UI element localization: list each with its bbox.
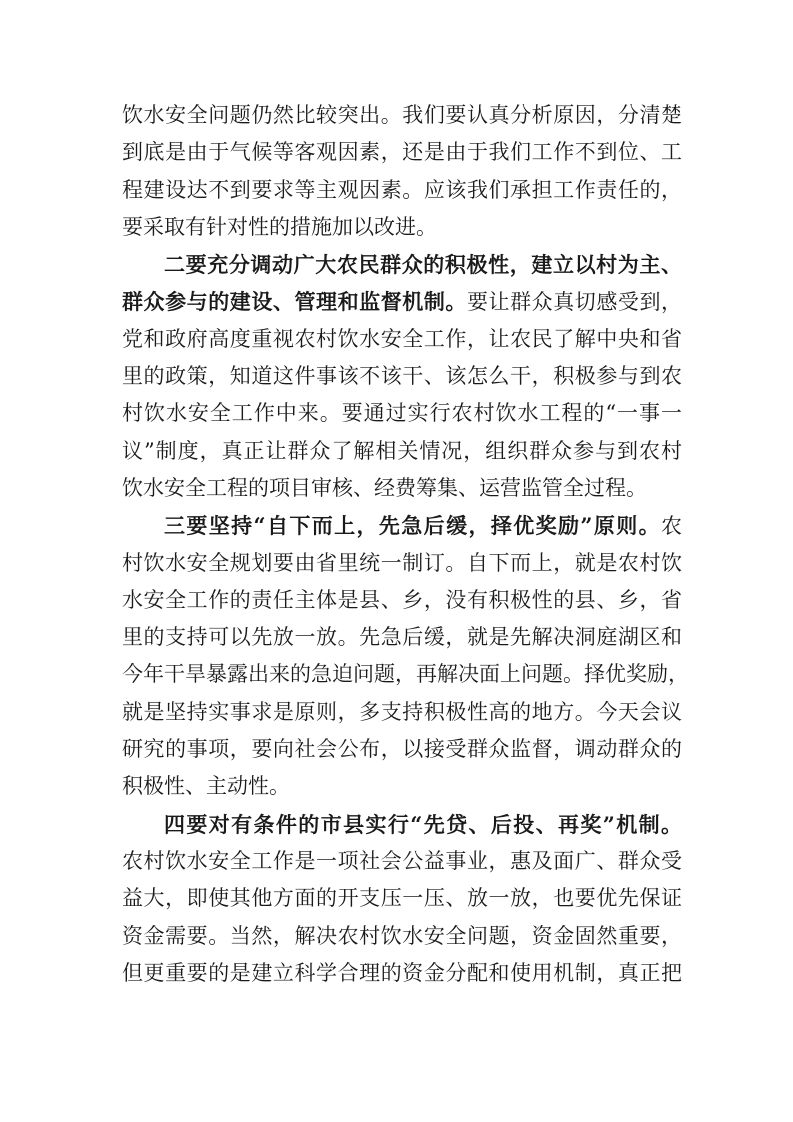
- paragraph-line: [122, 507, 682, 544]
- document-body: [122, 97, 689, 992]
- paragraph-line: 要采取有针对性的措施加以改进。: [122, 214, 437, 239]
- paragraph-line: 到底是由于气候等客观因素，还是由于我们工作不到位、工: [122, 140, 682, 165]
- paragraph-text: 要让群众真切感受到，: [466, 290, 683, 315]
- paragraph-line: 议”制度，真正让群众了解相关情况，组织群众参与到农村: [122, 438, 682, 463]
- paragraph-text: 农: [661, 514, 682, 539]
- paragraph-line: 水安全工作的责任主体是县、乡，没有积极性的县、乡，省: [122, 587, 682, 612]
- paragraph-line: 积极性、主动性。: [122, 774, 290, 799]
- paragraph-line: 里的政策，知道这件事该不该干、该怎么干，积极参与到农: [122, 364, 682, 389]
- paragraph-line: 党和政府高度重视农村饮水安全工作，让农民了解中央和省: [122, 326, 682, 351]
- paragraph-line: 程建设达不到要求等主观因素。应该我们承担工作责任的，: [122, 177, 682, 202]
- section-heading-line: 四要对有条件的市县实行“先贷、后投、再奖”机制。: [164, 811, 682, 837]
- paragraph-line: 资金需要。当然，解决农村饮水安全问题，资金固然重要，: [122, 923, 682, 948]
- paragraph-line: 村饮水安全规划要由省里统一制订。自下而上，就是农村饮: [122, 550, 682, 575]
- section-heading-text: 三要坚持“自下而上，先急后缓，择优奖励”原则。: [164, 513, 661, 539]
- paragraph-line: 饮水安全工程的项目审核、经费筹集、运营监管全过程。: [122, 475, 647, 500]
- paragraph-line: 里的支持可以先放一放。先急后缓，就是先解决洞庭湖区和: [122, 625, 682, 650]
- paragraph-line: 农村饮水安全工作是一项社会公益事业，惠及面广、群众受: [122, 848, 682, 873]
- paragraph-line: 研究的事项，要向社会公布，以接受群众监督，调动群众的: [122, 737, 682, 762]
- section-heading-line: 二要充分调动广大农民群众的积极性，建立以村为主、: [164, 252, 682, 278]
- paragraph-line: [122, 283, 682, 320]
- paragraph-line: 就是坚持实事求是原则，多支持积极性高的地方。今天会议: [122, 699, 682, 724]
- paragraph-line: 村饮水安全工作中来。要通过实行农村饮水工程的“一事一: [122, 401, 682, 426]
- paragraph-line: 益大，即使其他方面的开支压一压、放一放，也要优先保证: [122, 886, 682, 911]
- paragraph-line: 今年干旱暴露出来的急迫问题，再解决面上问题。择优奖励，: [122, 662, 689, 687]
- section-heading-text: 群众参与的建设、管理和监督机制。: [122, 289, 467, 315]
- paragraph-line: 但更重要的是建立科学合理的资金分配和使用机制，真正把: [122, 960, 682, 985]
- paragraph-line: 饮水安全问题仍然比较突出。我们要认真分析原因，分清楚: [122, 103, 682, 127]
